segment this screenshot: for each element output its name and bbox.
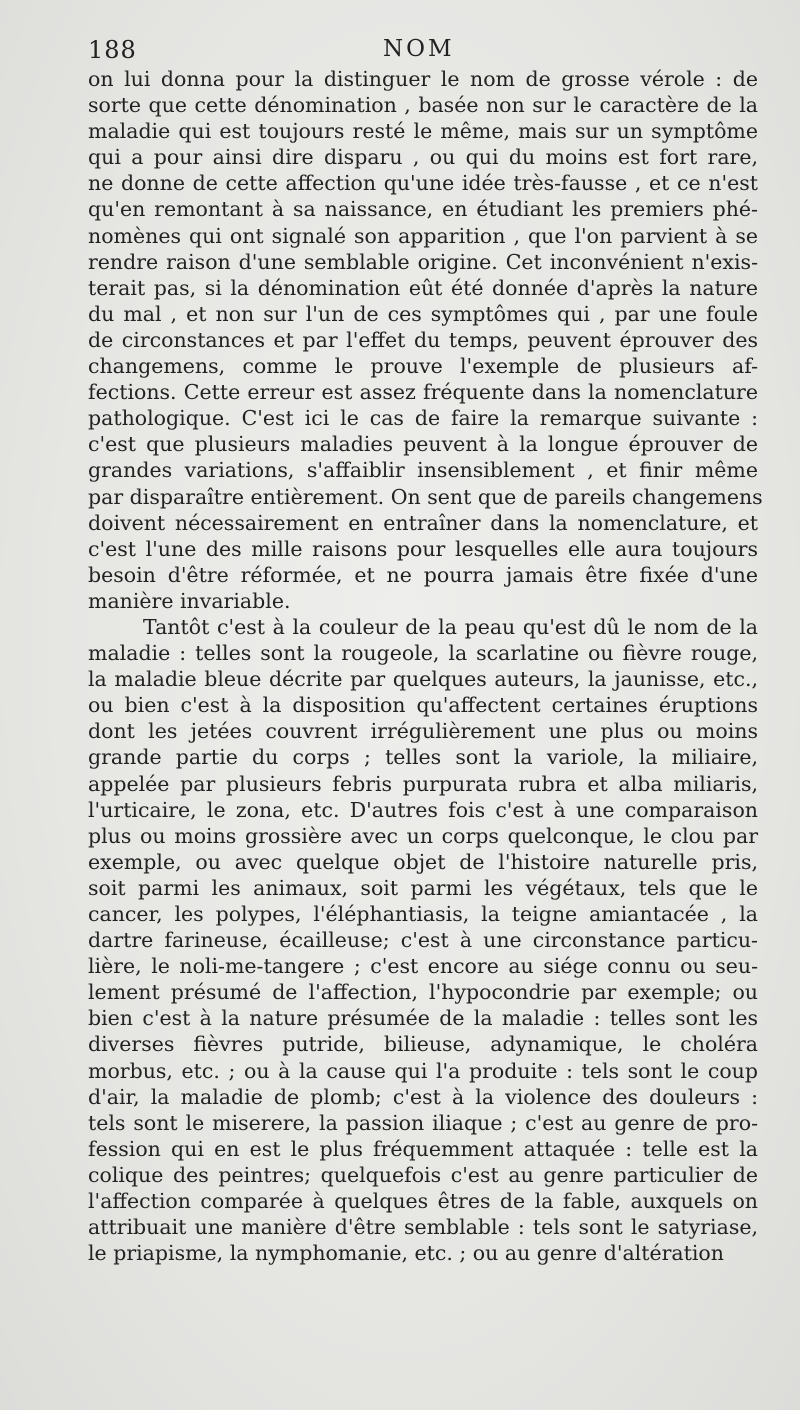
- text-line: rendre raison d'une semblable origine. Cet inconvénient n'exis-: [88, 249, 758, 274]
- text-line: grande partie du corps ; telles sont la variole, la miliaire,: [88, 745, 758, 770]
- text-line: exemple, ou avec quelque objet de l'histoire naturelle pris,: [88, 849, 758, 874]
- paragraph-1: [88, 66, 763, 614]
- page-header: [88, 36, 758, 66]
- text-line: dartre farineuse, écailleuse; c'est à une circonstance particu-: [88, 928, 758, 953]
- text-line: nomènes qui ont signalé son apparition , que l'on parvient à se: [88, 223, 758, 248]
- text-line: maladie : telles sont la rougeole, la scarlatine ou fièvre rouge,: [88, 641, 758, 666]
- text-line: dont les jetées couvrent irrégulièrement une plus ou moins: [88, 719, 758, 744]
- text-line: soit parmi les animaux, soit parmi les végétaux, tels que le: [88, 875, 758, 900]
- text-line: doivent nécessairement en entraîner dans la nomenclature, et: [88, 510, 758, 535]
- text-line: l'urticaire, le zona, etc. D'autres fois c'est à une comparaison: [88, 797, 758, 822]
- text-line: qu'en remontant à sa naissance, en étudiant les premiers phé-: [88, 197, 758, 222]
- text-line: changemens, comme le prouve l'exemple de plusieurs af-: [88, 354, 758, 379]
- text-line: bien c'est à la nature présumée de la maladie : telles sont les: [88, 1006, 758, 1031]
- text-line: lière, le noli-me-tangere ; c'est encore au siége connu ou seu-: [88, 954, 758, 979]
- paragraph-2: [88, 614, 758, 1266]
- text-line: attribuait une manière d'être semblable : tels sont le satyriase,: [88, 1215, 758, 1240]
- text-line: ne donne de cette affection qu'une idée très-fausse , et ce n'est: [88, 171, 758, 196]
- text-line: qui a pour ainsi dire disparu , ou qui du moins est fort rare,: [88, 145, 758, 170]
- page-body: [88, 66, 763, 1266]
- text-line: la maladie bleue décrite par quelques auteurs, la jaunisse, etc.,: [88, 667, 758, 692]
- text-line: appelée par plusieurs febris purpurata rubra et alba miliaris,: [88, 771, 758, 796]
- text-line: besoin d'être réformée, et ne pourra jamais être fixée d'une: [88, 562, 758, 587]
- text-line: fections. Cette erreur est assez fréquente dans la nomenclature: [88, 380, 758, 405]
- text-line: c'est que plusieurs maladies peuvent à la longue éprouver de: [88, 432, 758, 457]
- text-line: terait pas, si la dénomination eût été donnée d'après la nature: [88, 275, 758, 300]
- text-line: diverses fièvres putride, bilieuse, adynamique, le choléra: [88, 1032, 758, 1057]
- text-line: d'air, la maladie de plomb; c'est à la violence des douleurs :: [88, 1084, 758, 1109]
- text-line: pathologique. C'est ici le cas de faire la remarque suivante :: [88, 406, 758, 431]
- text-line: fession qui en est le plus fréquemment attaquée : telle est la: [88, 1136, 758, 1161]
- text-line: on lui donna pour la distinguer le nom de grosse vérole : de: [88, 67, 758, 91]
- text-line: grandes variations, s'affaiblir insensiblement , et finir même: [88, 458, 758, 483]
- text-line: plus ou moins grossière avec un corps quelconque, le clou par: [88, 823, 758, 848]
- text-line: c'est l'une des mille raisons pour lesquelles elle aura toujours: [88, 536, 758, 561]
- text-line: le priapisme, la nymphomanie, etc. ; ou au genre d'altération: [88, 1241, 724, 1266]
- text-line: cancer, les polypes, l'éléphantiasis, la teigne amiantacée , la: [88, 902, 758, 926]
- text-line: sorte que cette dénomination , basée non sur le caractère de la: [88, 93, 758, 118]
- page-number: 188: [88, 36, 137, 64]
- text-line: lement présumé de l'affection, l'hypocondrie par exemple; ou: [88, 980, 758, 1005]
- text-line: de circonstances et par l'effet du temps, peuvent éprouver des: [88, 327, 758, 352]
- text-line: l'affection comparée à quelques êtres de la fable, auxquels on: [88, 1189, 758, 1214]
- text-line: morbus, etc. ; ou à la cause qui l'a produite : tels sont le coup: [88, 1058, 758, 1083]
- text-line: ou bien c'est à la disposition qu'affectent certaines éruptions: [88, 693, 758, 718]
- running-head: NOM: [383, 36, 455, 62]
- text-line: Tantôt c'est à la couleur de la peau qu'est dû le nom de la: [143, 614, 758, 639]
- text-line: par disparaître entièrement. On sent que de pareils changemens: [88, 484, 763, 509]
- text-line: du mal , et non sur l'un de ces symptômes qui , par une foule: [88, 301, 758, 326]
- text-line: tels sont le miserere, la passion iliaque ; c'est au genre de pro-: [88, 1110, 758, 1135]
- text-line: maladie qui est toujours resté le même, mais sur un symptôme: [88, 119, 758, 144]
- text-line: manière invariable.: [88, 588, 291, 613]
- text-line: colique des peintres; quelquefois c'est au genre particulier de: [88, 1162, 758, 1187]
